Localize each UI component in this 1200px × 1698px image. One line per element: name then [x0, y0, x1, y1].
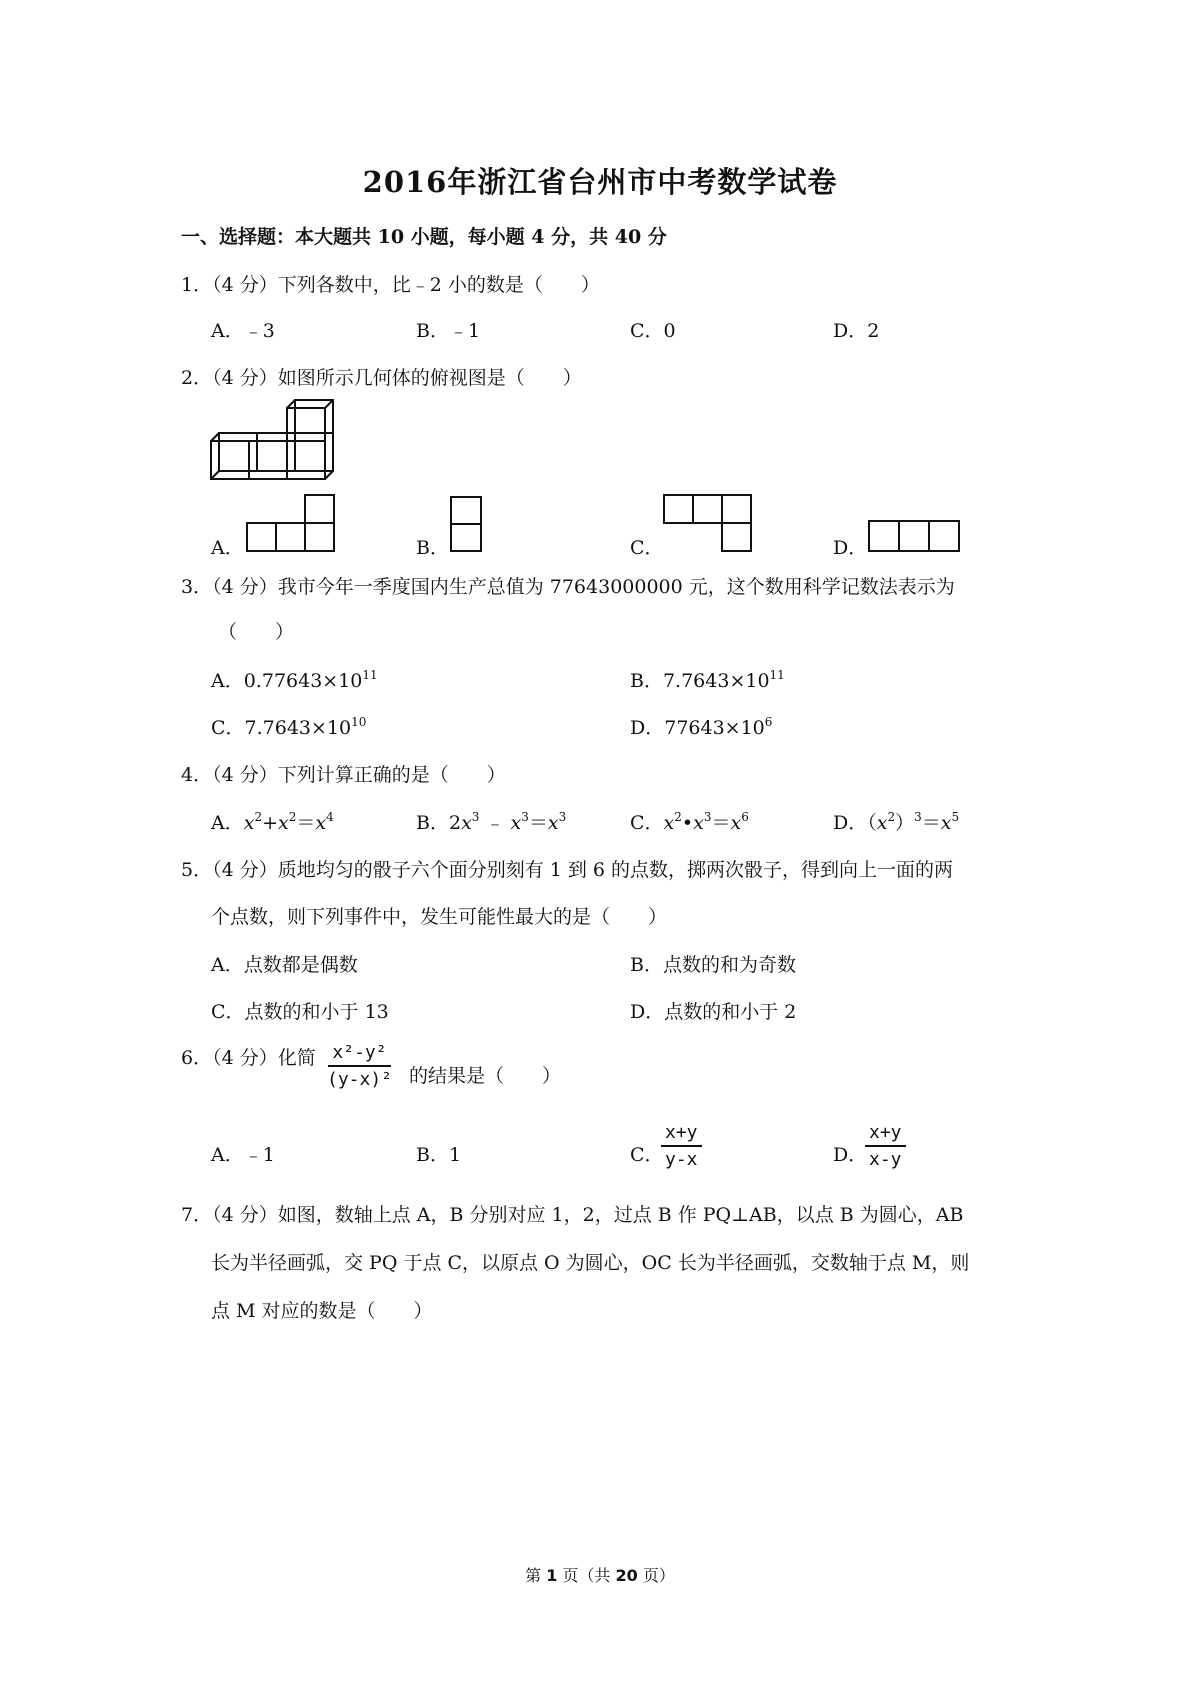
q6-fraction: $\frac{\text{x²-y²}}{\text{(y-x)²}}$: [327, 1042, 393, 1090]
q7-line1: 7．（4 分）如图，数轴上点 A，B 分别对应 1，2，过点 B 作 PQ⊥AB，以点 B 为圆心，AB: [181, 1204, 964, 1226]
q2-option-d-figure: [868, 520, 962, 554]
q6-option-c-label: C．: [630, 1144, 664, 1166]
q6-stem-post: 的结果是（ ）: [409, 1065, 562, 1087]
q6-option-d-fraction: $\frac{x+y}{x-y}$: [865, 1122, 906, 1170]
q4-option-b: B．$2x^3$ ﹣ $x^3=x^3$: [416, 810, 567, 834]
q1-option-a: A．﹣3: [211, 320, 275, 342]
page-footer: 第 1 页（共 20 页）: [525, 1566, 675, 1585]
q5-option-a: A．点数都是偶数: [211, 954, 358, 976]
q2-option-b-figure: [449, 496, 485, 554]
q1-stem: 1．（4 分）下列各数中，比﹣2 小的数是（ ）: [181, 274, 600, 296]
q3-option-b: B．$7.7643\times 10^{11}$: [630, 668, 785, 692]
q5-option-b: B．点数的和为奇数: [630, 954, 796, 976]
q2-option-a-figure: [246, 494, 338, 554]
q5-option-d: D．点数的和小于 2: [630, 1001, 797, 1023]
q2-option-c-figure: [663, 494, 755, 554]
q2-stem: 2．（4 分）如图所示几何体的俯视图是（ ）: [181, 367, 582, 389]
q1-option-d: D．2: [833, 320, 880, 342]
q6-stem-pre: 6．（4 分）化简: [181, 1047, 316, 1069]
q3-stem-cont: （ ）: [218, 621, 295, 643]
q5-stem: 5．（4 分）质地均匀的骰子六个面分别刻有 1 到 6 的点数，掷两次骰子，得到向上一面的两: [181, 859, 954, 881]
q1-option-b: B．﹣1: [416, 320, 481, 342]
q4-option-d: D．$(x^2)^3=x^5$: [833, 810, 960, 834]
q6-option-d-label: D．: [833, 1144, 868, 1166]
q6-option-a: A．﹣1: [211, 1144, 275, 1166]
q4-stem: 4．（4 分）下列计算正确的是（ ）: [181, 764, 506, 786]
q1-option-c: C．0: [630, 320, 676, 342]
q4-option-a: A．$x^2+x^2=x^4$: [211, 810, 334, 834]
section-heading: 一、选择题：本大题共 10 小题，每小题 4 分，共 40 分: [181, 226, 667, 248]
q3-option-d: D．$77643\times 10^6$: [630, 715, 773, 739]
q5-stem-cont: 个点数，则下列事件中，发生可能性最大的是（ ）: [211, 906, 668, 928]
q2-option-a: A．: [211, 537, 244, 559]
q2-solid-figure: [205, 398, 355, 494]
q6-option-c-fraction: $\frac{x+y}{y-x}$: [661, 1122, 702, 1170]
q5-option-c: C．点数的和小于 13: [211, 1001, 389, 1023]
q3-option-c: C．$7.7643\times 10^{10}$: [211, 715, 367, 739]
q2-option-d: D．: [833, 537, 868, 559]
q7-line3: 点 M 对应的数是（ ）: [211, 1300, 433, 1322]
q2-option-b: B．: [416, 537, 449, 559]
page-title: 2016年浙江省台州市中考数学试卷: [362, 165, 838, 199]
q7-line2: 长为半径画弧，交 PQ 于点 C，以原点 O 为圆心，OC 长为半径画弧，交数轴于点 M，则: [211, 1252, 970, 1274]
q6-option-b: B．1: [416, 1144, 462, 1166]
q3-stem: 3．（4 分）我市今年一季度国内生产总值为 77643000000 元，这个数用科学记数法表示为: [181, 576, 955, 598]
q4-option-c: C．$x^2•x^3=x^6$: [630, 810, 749, 834]
q3-option-a: A．$0.77643\times 10^{11}$: [211, 668, 378, 692]
q2-option-c: C．: [630, 537, 664, 559]
